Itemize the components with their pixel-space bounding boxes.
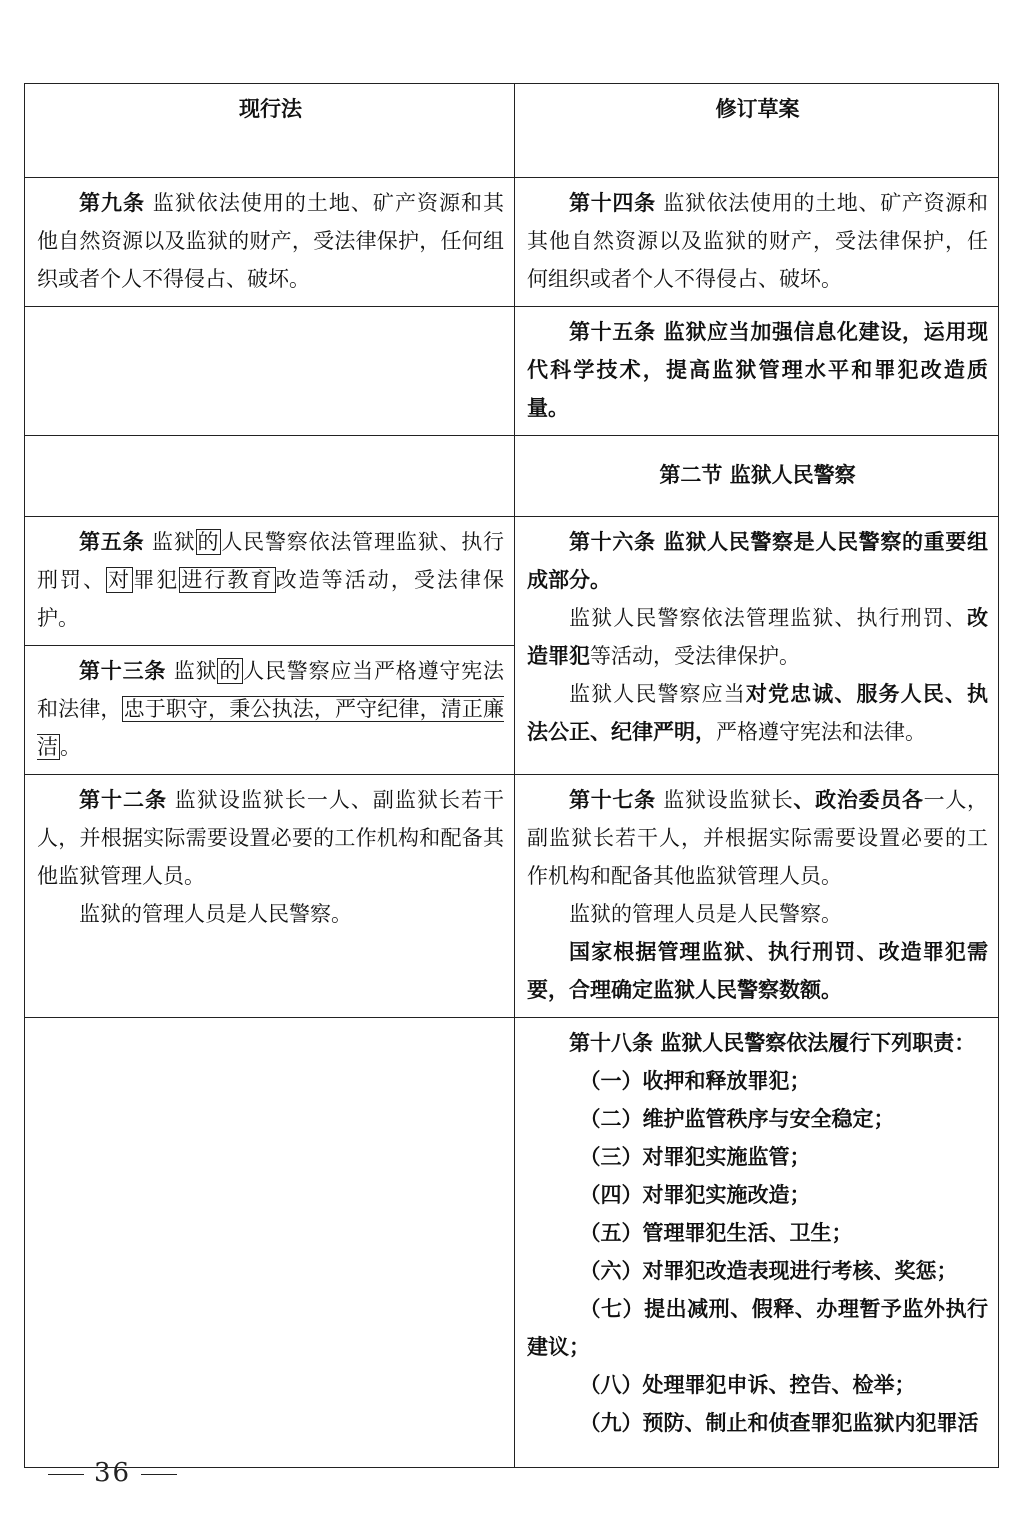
empty-cell [25,1018,515,1468]
duty-item: （六）对罪犯改造表现进行考核、奖惩； [579,1259,958,1283]
cell-draft-article-15 [515,307,999,436]
article-text: 监狱应当加强信息化建设，运用现代科学技术，提高监狱管理水平和罪犯改造质量。 [527,320,989,420]
cell-draft-article-14 [515,178,999,307]
footer-dash [48,1474,84,1475]
table-header-row [25,84,999,178]
article-heading: 第十五条 [569,320,656,344]
duty-item: （一）收押和释放罪犯； [579,1069,811,1093]
article-heading: 第十七条 [569,788,656,812]
duty-item: （八）处理罪犯申诉、控告、检举； [579,1373,916,1397]
article-text: 改造等活动，受法律保护。 [37,568,505,630]
article-text-bold: 国家根据管理监狱、执行刑罚、改造罪犯需要，合理确定监狱人民警察数额。 [527,940,988,1002]
article-text: 罪犯 [133,568,180,592]
column-header-draft: 修订草案 [515,84,999,178]
article-heading: 第十六条 [569,530,656,554]
article-text: 监狱依法使用的土地、矿产资源和其他自然资源以及监狱的财产，受法律保护，任何组织或者个人不得侵占、破坏。 [37,191,505,291]
table-row [25,307,999,436]
article-text: 人民警察依法管理监狱、执行刑罚、 [37,530,505,592]
table-row [25,436,999,517]
table-row [25,775,999,1018]
article-heading: 第十二条 [79,788,168,812]
duty-item: （四）对罪犯实施改造； [579,1183,811,1207]
article-text: 监狱依法使用的土地、矿产资源和其他自然资源以及监狱的财产，受法律保护，任何组织或者个人不得侵占、破坏。 [527,191,989,291]
duty-item: （九）预防、制止和侦查罪犯监狱内犯罪活 [579,1411,979,1435]
cell-current-article-9 [25,178,515,307]
cell-current-article-12 [25,775,515,1018]
cell-draft-article-18 [515,1018,999,1468]
table-row [25,178,999,307]
article-text: 。 [60,735,81,759]
article-text: 监狱设监狱长一人、副监狱长若干人，并根据实际需要设置必要的工作机构和配备其他监狱管理人员。 [37,788,505,888]
section-heading: 第二节 监狱人民警察 [515,436,999,517]
column-header-current-law: 现行法 [25,84,515,178]
revision-box: 忠于职守，秉公执法，严守纪律，清正廉洁 [37,697,505,759]
revision-box: 的 [197,530,220,554]
article-text: 人民警察应当严格遵守宪法和法律， [37,659,505,721]
duty-item: （五）管理罪犯生活、卫生； [579,1221,853,1245]
comparison-table [24,83,999,1468]
article-text: 监狱 [173,659,218,683]
revision-box: 的 [219,659,242,683]
cell-current-article-5 [25,517,515,646]
article-text-bold: 对党忠诚、服务人民、执法公正、纪律严明， [527,682,989,744]
article-text: 监狱 [151,530,196,554]
article-text-bold: 改造罪犯 [527,606,988,668]
article-text-bold: 、政治委员各 [793,788,924,812]
cell-draft-article-17 [515,775,999,1018]
article-text: 严格遵守宪法和法律。 [716,720,926,744]
article-text: 监狱设监狱长 [663,788,794,812]
article-text: 监狱人民警察是人民警察的重要组成部分。 [527,530,989,592]
table-row [25,1018,999,1468]
duty-item: （七）提出减刑、假释、办理暂予监外执行建议； [527,1297,988,1359]
article-text: 监狱人民警察依法履行下列职责： [660,1031,976,1055]
article-heading: 第九条 [79,191,146,215]
article-text: 监狱的管理人员是人民警察。 [79,902,352,926]
article-text: 监狱人民警察应当 [569,682,746,706]
article-heading: 第五条 [79,530,145,554]
table-row [25,517,999,646]
article-text: 一人，副监狱长若干人，并根据实际需要设置必要的工作机构和配备其他监狱管理人员。 [527,788,989,888]
page-number: 36 [94,1458,132,1488]
article-text: 监狱的管理人员是人民警察。 [569,902,842,926]
empty-cell [25,307,515,436]
revision-box: 对 [108,568,132,592]
cell-current-article-13 [25,646,515,775]
article-text: 等活动，受法律保护。 [590,644,800,668]
empty-cell [25,436,515,517]
article-heading: 第十三条 [79,659,167,683]
page-footer [38,1458,187,1488]
article-heading: 第十八条 [569,1031,653,1055]
duty-item: （三）对罪犯实施监管； [579,1145,811,1169]
duty-item: （二）维护监管秩序与安全稳定； [579,1107,895,1131]
footer-dash [141,1474,177,1475]
revision-box: 进行教育 [181,568,274,592]
article-heading: 第十四条 [569,191,656,215]
cell-draft-article-16 [515,517,999,775]
article-text: 监狱人民警察依法管理监狱、执行刑罚、 [569,606,967,630]
